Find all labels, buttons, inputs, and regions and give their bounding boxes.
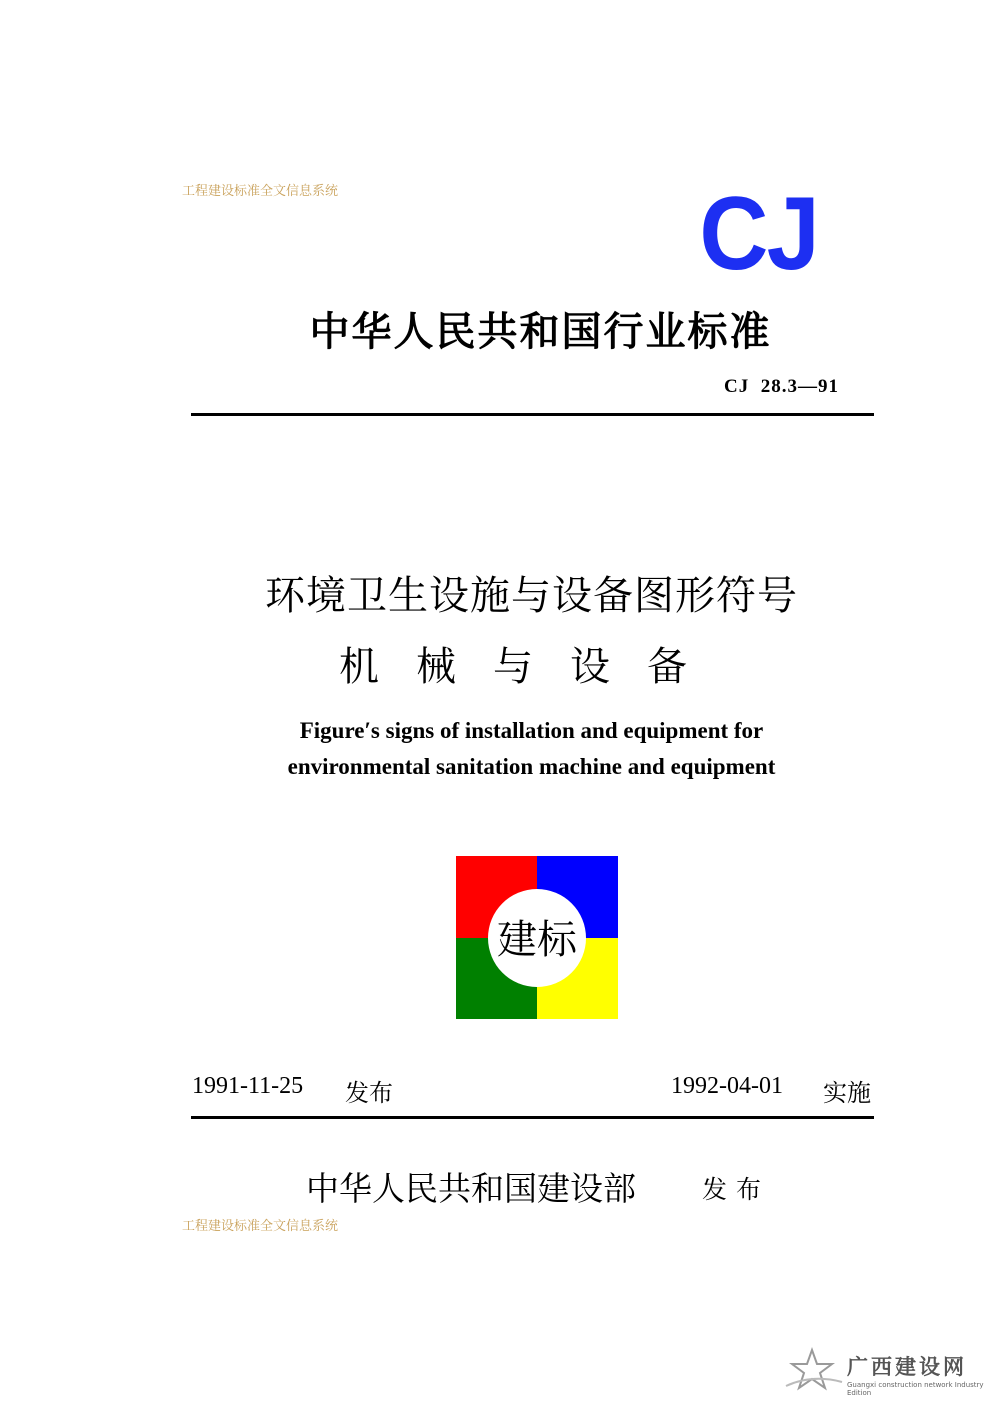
standard-type-title: 中华人民共和国行业标准 [309, 309, 772, 355]
title-cn-line2: 机械与设备 [339, 644, 724, 690]
implement-date: 1992-04-01 [671, 1073, 783, 1099]
site-logo-subtitle: Guangxi construction network Industry Edition [847, 1381, 984, 1397]
title-en-line1: Figure′s signs of installation and equipment for [299, 718, 764, 743]
jianbiao-emblem [456, 856, 618, 1019]
title-cn-line1: 环境卫生设施与设备图形符号 [265, 573, 798, 619]
title-en-line2: environmental sanitation machine and equipment [287, 754, 776, 779]
cj-logo: CJ [699, 176, 818, 292]
issue-label: 发布 [345, 1079, 393, 1107]
standard-number: CJ 28.3—91 [724, 376, 839, 397]
watermark-top: 工程建设标准全文信息系统 [182, 184, 339, 199]
site-logo-name: 广西建设网 [847, 1354, 967, 1379]
publisher-name: 中华人民共和国建设部 [306, 1169, 636, 1208]
watermark-bottom: 工程建设标准全文信息系统 [182, 1219, 339, 1234]
divider-bottom [191, 1116, 874, 1119]
divider-top [191, 413, 874, 416]
implement-label: 实施 [823, 1079, 871, 1107]
publish-label: 发布 [702, 1175, 771, 1204]
emblem-text: 建标 [497, 917, 577, 963]
issue-date: 1991-11-25 [192, 1073, 304, 1099]
